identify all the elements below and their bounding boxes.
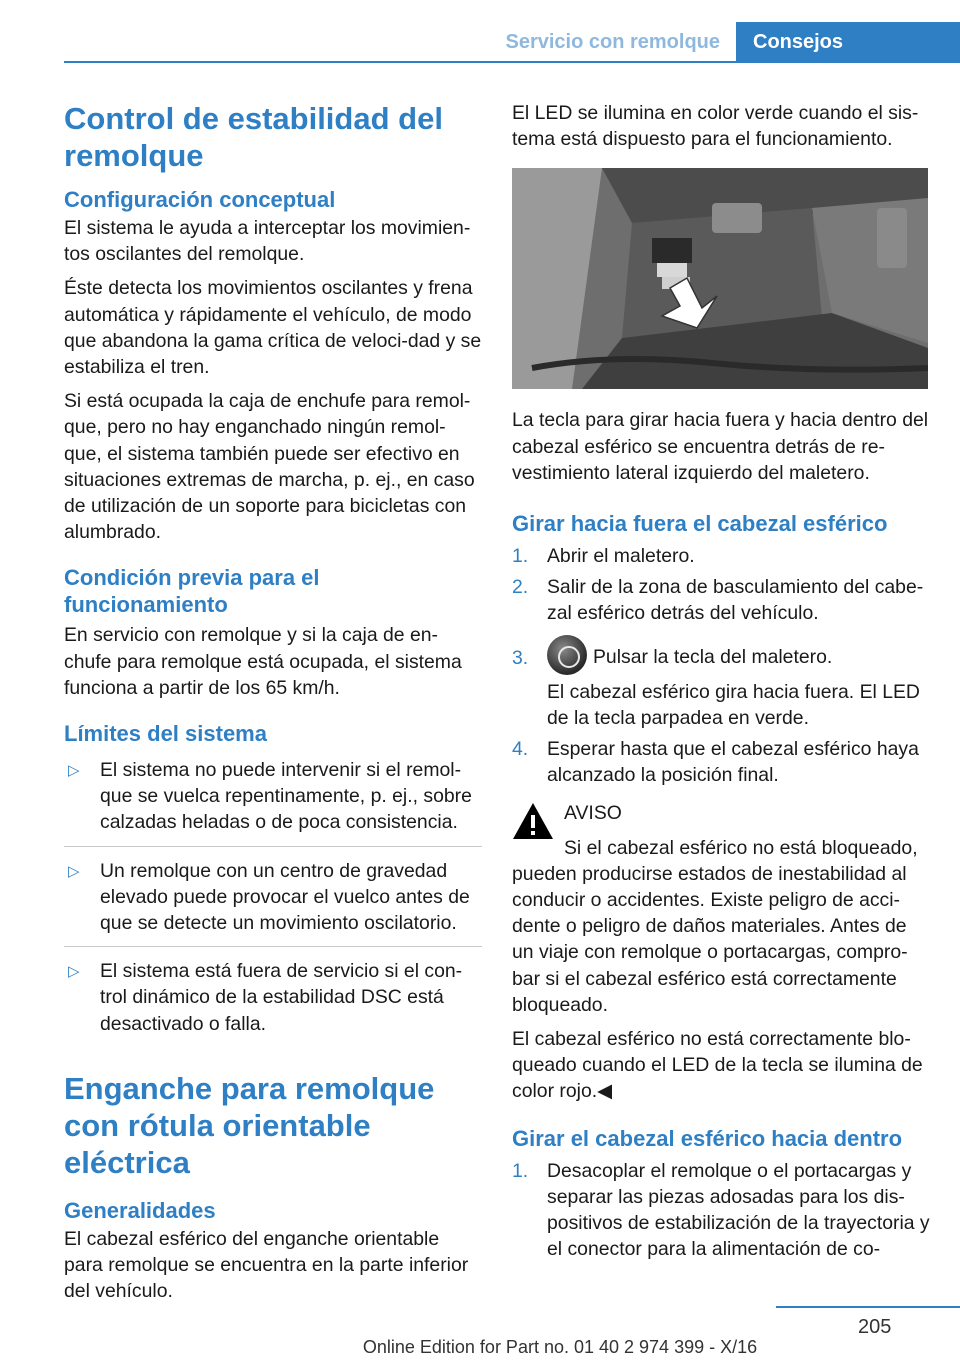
- heading-general: Generalidades: [64, 1197, 216, 1223]
- list-item: 3. Pulsar la tecla del maletero. El cabezal esférico gira hacia fuera. El LED de la tecla parpadea en verde.: [512, 635, 932, 731]
- footer-rule: [776, 1306, 960, 1308]
- heading-swing-out: Girar hacia fuera el cabezal esférico: [512, 511, 888, 537]
- paragraph: La tecla para girar hacia fuera y hacia dentro del cabezal esférico se encuentra detrás de re‐vestimiento lateral izquierdo del maletero.: [512, 409, 929, 484]
- left-column: [64, 100, 482, 1304]
- paragraph: El cabezal esférico no está correctamente blo‐queado cuando el LED de la tecla se ilumina de color rojo.◀: [512, 1028, 923, 1103]
- step-number: 2.: [512, 576, 529, 599]
- step-number: 1.: [512, 545, 529, 568]
- heading-concept: Configuración conceptual: [64, 187, 336, 212]
- steps-out-list: [512, 543, 932, 788]
- list-item: 1. Desacoplar el remolque o el portacargas y separar las piezas adosadas para los dis‐positivos de estabilización de la trayectoria y el conector para la alimentación de co‐: [512, 1159, 930, 1261]
- list-item: 4. Esperar hasta que el cabezal esférico haya alcanzado la posición final.: [512, 738, 919, 787]
- paragraph: El cabezal esférico del enganche orientable para remolque se encuentra en la parte inferior del vehículo.: [64, 1227, 469, 1303]
- step-note: El cabezal esférico gira hacia fuera. El LED de la tecla parpadea en verde.: [547, 680, 920, 729]
- list-item: ▷ Un remolque con un centro de gravedad elevado puede provocar el vuelco antes de que se detecte un movimiento oscilatorio.: [64, 858, 482, 948]
- list-item: 2. Salir de la zona de basculamiento del cabe‐zal esférico detrás del vehículo.: [512, 576, 924, 625]
- right-column: [512, 100, 932, 1262]
- header-section[interactable]: Servicio con remolque: [505, 31, 720, 53]
- triangle-bullet-icon: ▷: [68, 862, 80, 880]
- heading-system-limits: Límites del sistema: [64, 721, 267, 747]
- paragraph: En servicio con remolque y si la caja de en‐chufe para remolque está ocupada, el sistema funciona a partir de los 65 km/h.: [64, 624, 462, 699]
- paragraph: El LED se ilumina en color verde cuando el sis‐tema está dispuesto para el funcionamiento.: [512, 102, 919, 151]
- heading-trailer-stability: Control de estabilidad del remolque: [64, 101, 443, 173]
- step-number: 3.: [512, 646, 529, 669]
- warning-icon: [512, 802, 554, 840]
- warning-title: AVISO: [564, 802, 622, 825]
- online-edition-text: Online Edition for Part no. 01 40 2 974 399 - X/16: [362, 1337, 758, 1357]
- heading-swing-in: Girar el cabezal esférico hacia dentro: [512, 1125, 903, 1151]
- trunk-button-icon: [547, 635, 587, 675]
- heading-tow-hitch: Enganche para remolque con rótula orientable eléctrica: [64, 1070, 435, 1180]
- paragraph: Éste detecta los movimientos oscilantes y frena automática y rápidamente el vehículo, de modo que abandona la gama crítica de veloci‐dad y se estabiliza el tren.: [64, 277, 482, 379]
- limits-list: [64, 757, 482, 1047]
- warning-block: [512, 800, 932, 826]
- header-tab-consejos[interactable]: Consejos: [736, 22, 960, 63]
- list-item: 1. Abrir el maletero.: [512, 543, 932, 569]
- triangle-bullet-icon: ▷: [68, 762, 80, 780]
- warning-text: Si el cabezal esférico no está bloqueado, pueden producirse estados de inestabilidad al conducir o accidentes. Existe peligro de acci‐dente o peligro de daños materiales. Antes de un viaje con remolque o portacargas, compro‐bar si el cabezal esférico está correctamente bloqueado.: [512, 836, 918, 1016]
- paragraph: El sistema le ayuda a interceptar los movimien‐tos oscilantes del remolque.: [64, 217, 471, 266]
- triangle-bullet-icon: ▷: [68, 963, 80, 981]
- steps-in-list: [512, 1158, 932, 1263]
- heading-precondition: Condición previa para el funcionamiento: [64, 565, 320, 618]
- page-number: 205: [858, 1316, 892, 1338]
- list-item: ▷ El sistema no puede intervenir si el remol‐que se vuelca repentinamente, p. ej., sobre calzadas heladas o de poca consistencia.: [64, 757, 482, 847]
- paragraph: Si está ocupada la caja de enchufe para remol‐que, pero no hay enganchado ningún remol‐que, el sistema también puede ser efectivo en situaciones extremas de marcha, p. ej., en caso de utilización de un soporte para bicicletas con alumbrado.: [64, 390, 475, 544]
- trunk-photo: [512, 168, 928, 389]
- list-item: ▷ El sistema está fuera de servicio si el con‐trol dinámico de la estabilidad DSC está desactivado o falla.: [68, 960, 463, 1035]
- step-number: 4.: [512, 738, 529, 761]
- step-number: 1.: [512, 1159, 529, 1182]
